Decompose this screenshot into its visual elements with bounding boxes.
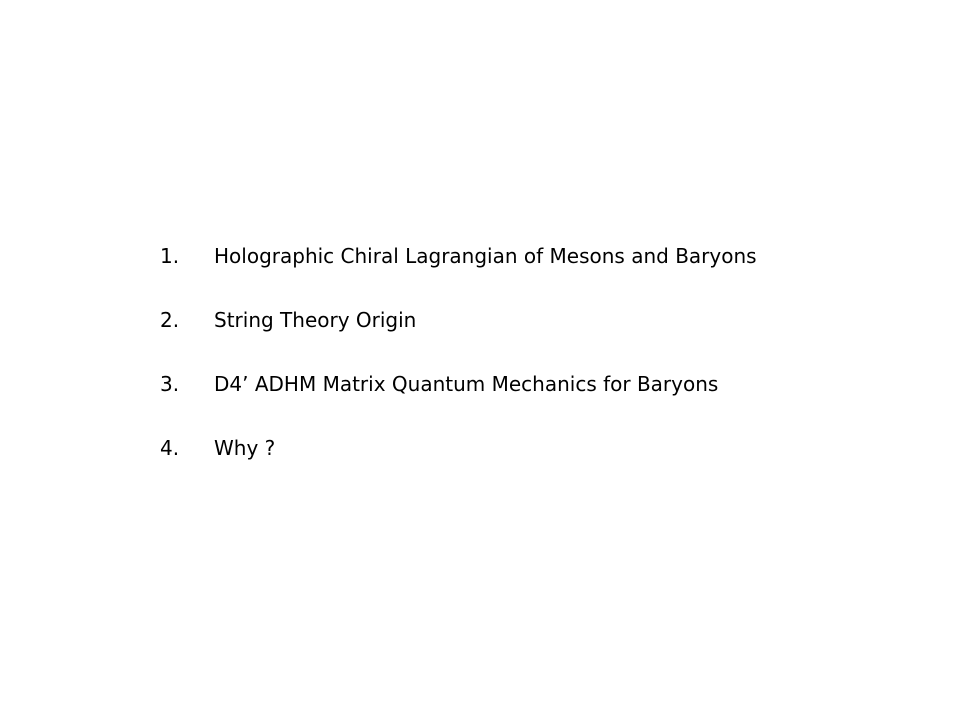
item-number: 3.: [160, 372, 180, 396]
item-number: 2.: [160, 308, 180, 332]
list-item: [160, 428, 920, 492]
item-number: 4.: [160, 436, 180, 460]
outline-list: [160, 236, 920, 492]
list-item: [160, 236, 920, 300]
item-text: String Theory Origin: [214, 308, 417, 332]
list-item: [160, 300, 920, 364]
item-text: Holographic Chiral Lagrangian of Mesons and Baryons: [214, 244, 757, 268]
item-text: D4’ ADHM Matrix Quantum Mechanics for Baryons: [214, 372, 719, 396]
item-number: 1.: [160, 244, 180, 268]
list-item: [160, 364, 920, 428]
item-text: Why ?: [214, 436, 276, 460]
